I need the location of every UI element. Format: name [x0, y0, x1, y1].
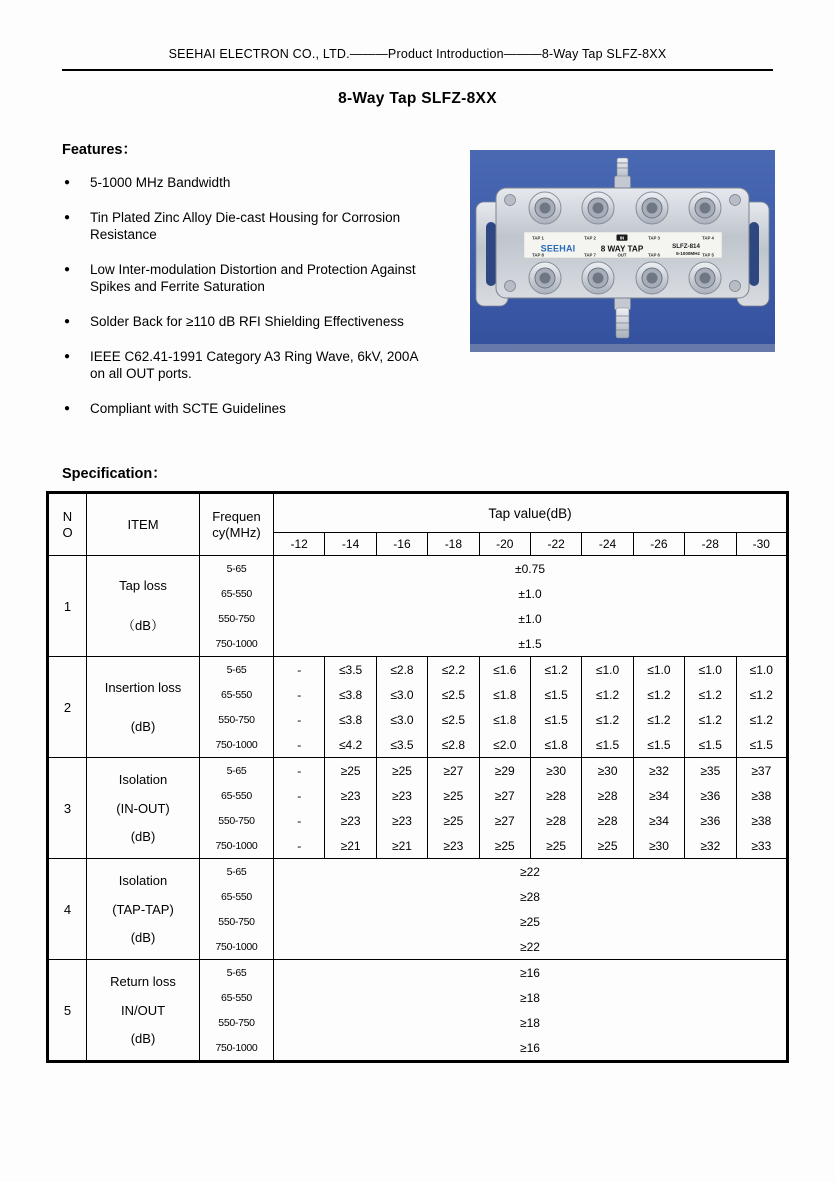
spec-value: ≥38 — [751, 813, 772, 828]
frequency-band: 5-65 — [226, 663, 247, 676]
spec-value: ≥38 — [751, 788, 772, 803]
spec-value: ≥30 — [546, 763, 567, 778]
row-values-column — [428, 758, 479, 859]
col-header-item: ITEM — [87, 493, 200, 556]
spec-value: ±0.75 — [515, 561, 545, 576]
spec-value: ≤1.5 — [749, 737, 773, 752]
item-line: （dB） — [122, 618, 164, 633]
row-values-column — [325, 758, 376, 859]
spec-row — [48, 556, 788, 657]
spec-value: ≤1.0 — [595, 662, 620, 677]
row-values-column — [685, 657, 736, 758]
feature-text — [90, 174, 230, 191]
spec-value: - — [297, 662, 302, 677]
label-strip — [524, 232, 722, 258]
row-values-column — [685, 758, 736, 859]
spec-row — [48, 960, 788, 1062]
row-values-column — [376, 657, 427, 758]
spec-value: ≤1.5 — [544, 712, 568, 727]
page-header: SEEHAI ELECTRON CO., LTD.———Product Introduction———8-Way Tap SLFZ-8XX — [168, 47, 667, 61]
col-header-no — [48, 493, 87, 556]
item-line: Return loss — [110, 973, 176, 989]
row-item — [87, 960, 200, 1062]
spec-value: ≥21 — [340, 838, 361, 853]
feature-line: Compliant with SCTE Guidelines — [90, 401, 286, 416]
tap-column-header: -12 — [274, 533, 325, 556]
bullet-icon: ● — [64, 177, 71, 188]
spec-value: ≤2.8 — [390, 662, 414, 677]
spec-value: ≥34 — [648, 788, 669, 803]
row-values-column — [582, 758, 633, 859]
spec-value: ≥25 — [494, 838, 515, 853]
label-tap8: TAP 8 — [532, 252, 544, 258]
spec-value: ≤1.2 — [544, 662, 568, 677]
spec-value: ≤1.6 — [493, 662, 517, 677]
spec-value: ≤1.0 — [749, 662, 773, 677]
label-tap1: TAP 1 — [532, 235, 544, 241]
spec-value: ≥18 — [520, 990, 540, 1005]
spec-value: ≤2.2 — [441, 662, 465, 677]
spec-value: ±1.0 — [518, 611, 542, 626]
spec-value: ≤3.8 — [338, 687, 363, 702]
row-values-column — [530, 657, 581, 758]
range-label: 5-1000MHz — [676, 251, 700, 256]
feature-item — [64, 209, 494, 243]
row-values-merged — [274, 859, 788, 960]
spec-value: ≥36 — [700, 813, 721, 828]
frequency-band: 65-550 — [221, 587, 252, 600]
spec-value: ≥28 — [520, 889, 540, 904]
spec-value: ≥16 — [520, 1040, 540, 1055]
spec-value: - — [297, 838, 302, 853]
frequency-header-line: cy(MHz) — [212, 524, 261, 540]
spec-value: ≥25 — [546, 838, 567, 853]
tap-column-header: -30 — [736, 533, 788, 556]
frequency-band: 550-750 — [218, 814, 255, 827]
frequency-header-line: Frequen — [212, 508, 261, 524]
spec-value: - — [297, 687, 302, 702]
page-title: 8-Way Tap SLFZ-8XX — [338, 90, 497, 107]
photo-table-edge — [470, 344, 775, 352]
spec-value: ≥22 — [520, 939, 540, 954]
frequency-band: 5-65 — [226, 865, 247, 878]
spec-value: ≥37 — [751, 763, 772, 778]
spec-value: ≤1.2 — [749, 687, 773, 702]
spec-value: ≤1.5 — [595, 737, 620, 752]
specification-heading: Specification： — [62, 466, 167, 482]
row-values-column — [736, 657, 788, 758]
bullet-icon: ● — [64, 264, 71, 275]
tap-column-header: -18 — [428, 533, 479, 556]
spec-value: ≥29 — [494, 763, 515, 778]
spec-value: ≤1.2 — [647, 687, 671, 702]
spec-value: ≥23 — [340, 813, 361, 828]
label-tap5: TAP 5 — [702, 252, 714, 258]
spec-value: ≥27 — [443, 763, 464, 778]
frequency-band: 65-550 — [221, 688, 252, 701]
spec-value: ≤1.0 — [698, 662, 722, 677]
bullet-icon: ● — [64, 351, 71, 362]
spec-value: ≥21 — [392, 838, 412, 853]
feature-line: 5-1000 MHz Bandwidth — [90, 175, 231, 190]
item-line: (dB) — [130, 718, 156, 734]
bullet-icon: ● — [64, 212, 71, 223]
spec-value: ≥28 — [546, 788, 567, 803]
spec-value: ≤1.2 — [595, 712, 620, 727]
row-values-column — [274, 758, 325, 859]
feature-line: Low Inter-modulation Distortion and Protection Against — [90, 262, 416, 277]
spec-value: ≤1.2 — [698, 712, 722, 727]
spec-value: ≥35 — [700, 763, 721, 778]
label-tap3: TAP 3 — [648, 235, 660, 241]
frequency-band: 550-750 — [218, 612, 255, 625]
product-name-label: 8 WAY TAP — [600, 244, 644, 254]
spec-value: ≥23 — [392, 813, 412, 828]
spec-value: ≤1.2 — [749, 712, 773, 727]
spec-value: ≥32 — [648, 763, 669, 778]
spec-value: ≥30 — [648, 838, 669, 853]
spec-value: - — [297, 712, 302, 727]
row-values-column — [274, 657, 325, 758]
item-line: Tap loss — [119, 578, 167, 593]
row-frequencies — [200, 859, 274, 960]
spec-value: ≥30 — [597, 763, 618, 778]
label-tap2: TAP 2 — [584, 235, 596, 241]
spec-value: ≥34 — [648, 813, 669, 828]
item-line: (TAP-TAP) — [112, 901, 174, 917]
row-values-column — [582, 657, 633, 758]
item-line: (dB) — [130, 829, 156, 845]
col-header-frequency — [200, 493, 274, 556]
feature-item — [64, 348, 494, 382]
spec-value: ±1.0 — [518, 586, 542, 601]
row-item — [87, 657, 200, 758]
row-item — [87, 758, 200, 859]
frequency-band: 750-1000 — [215, 940, 258, 953]
frequency-band: 550-750 — [218, 915, 255, 928]
feature-line: Solder Back for ≥110 dB RFI Shielding Effectiveness — [90, 314, 404, 329]
row-frequencies — [200, 657, 274, 758]
spec-value: ≥33 — [751, 838, 772, 853]
tap-column-header: -20 — [479, 533, 530, 556]
spec-value: ≤2.8 — [441, 737, 465, 752]
spec-value: ≥23 — [443, 838, 464, 853]
frequency-band: 5-65 — [226, 562, 247, 575]
frequency-band: 5-65 — [226, 966, 247, 979]
row-values-column — [633, 657, 684, 758]
row-item — [87, 859, 200, 960]
label-in: IN — [619, 235, 625, 241]
spec-value: - — [297, 763, 302, 778]
label-tap4: TAP 4 — [702, 235, 714, 241]
row-number: 2 — [48, 657, 87, 758]
spec-value: ≤3.0 — [390, 712, 414, 727]
row-values-column — [633, 758, 684, 859]
spec-value: ≥25 — [520, 914, 540, 929]
spec-value: ≥27 — [494, 813, 515, 828]
product-photo — [470, 150, 775, 352]
spec-value: - — [297, 788, 302, 803]
feature-line: on all OUT ports. — [90, 366, 192, 381]
brand-logo: SEEHAI — [540, 243, 576, 254]
row-values-merged — [274, 960, 788, 1062]
spec-value: ≥32 — [700, 838, 721, 853]
row-number: 4 — [48, 859, 87, 960]
item-line: IN/OUT — [120, 1002, 166, 1018]
product-photo-graphic — [470, 150, 775, 352]
in-port-connector — [615, 158, 631, 189]
spec-value: ≤2.5 — [441, 687, 465, 702]
frequency-band: 550-750 — [218, 1016, 255, 1029]
spec-value: ≤1.5 — [698, 737, 722, 752]
feature-text — [90, 313, 404, 330]
feature-text — [90, 348, 418, 382]
feature-line: IEEE C62.41-1991 Category A3 Ring Wave, 6kV, 200A — [90, 349, 419, 364]
frequency-band: 65-550 — [221, 991, 252, 1004]
spec-value: ≤3.5 — [390, 737, 414, 752]
feature-line: Spikes and Ferrite Saturation — [90, 279, 265, 294]
feature-text — [90, 261, 416, 295]
tap-column-header: -28 — [685, 533, 736, 556]
item-line: Isolation — [118, 771, 168, 787]
frequency-band: 65-550 — [221, 890, 252, 903]
spec-value: ≤1.2 — [647, 712, 671, 727]
row-values-column — [479, 758, 530, 859]
feature-item — [64, 261, 494, 295]
spec-value: ≤3.5 — [338, 662, 363, 677]
spec-value: ≥25 — [443, 813, 464, 828]
no-header-line: N — [62, 508, 73, 524]
tap-column-header: -16 — [376, 533, 427, 556]
item-line: (dB) — [130, 1031, 156, 1047]
spec-value: ≤2.0 — [493, 737, 517, 752]
feature-item — [64, 313, 494, 330]
spec-value: ≤1.0 — [647, 662, 671, 677]
feature-text — [90, 209, 400, 243]
spec-value: ≤1.5 — [544, 687, 568, 702]
spec-value: ≤1.8 — [493, 687, 517, 702]
feature-line: Tin Plated Zinc Alloy Die-cast Housing for Corrosion — [90, 210, 401, 225]
spec-value: ≥18 — [520, 1015, 540, 1030]
item-line: (IN-OUT) — [116, 800, 170, 816]
features-heading: Features： — [62, 142, 137, 158]
spec-value: ≤1.2 — [595, 687, 620, 702]
no-header-line: O — [62, 524, 73, 540]
row-number: 1 — [48, 556, 87, 657]
spec-value: - — [297, 737, 302, 752]
spec-value: ≥22 — [520, 864, 540, 879]
label-tap7: TAP 7 — [584, 252, 596, 258]
row-frequencies — [200, 556, 274, 657]
spec-value: ≥27 — [494, 788, 515, 803]
row-values-merged — [274, 556, 788, 657]
spec-row — [48, 758, 788, 859]
row-number: 5 — [48, 960, 87, 1062]
spec-value: ≥23 — [392, 788, 412, 803]
frequency-band: 65-550 — [221, 789, 252, 802]
feature-text — [90, 400, 286, 417]
tap-column-header: -24 — [582, 533, 633, 556]
item-line: Insertion loss — [104, 680, 182, 696]
bullet-icon: ● — [64, 316, 71, 327]
row-item — [87, 556, 200, 657]
row-frequencies — [200, 960, 274, 1062]
row-frequencies — [200, 758, 274, 859]
feature-item — [64, 400, 494, 417]
row-values-column — [428, 657, 479, 758]
spec-value: ≤2.5 — [441, 712, 465, 727]
spec-row — [48, 859, 788, 960]
row-values-column — [736, 758, 788, 859]
frequency-band: 550-750 — [218, 713, 255, 726]
row-values-column — [325, 657, 376, 758]
header-divider — [62, 69, 773, 71]
row-values-column — [530, 758, 581, 859]
spec-value: ≥25 — [597, 838, 618, 853]
label-tap6: TAP 6 — [648, 252, 660, 258]
frequency-band: 750-1000 — [215, 1041, 258, 1054]
frequency-band: 750-1000 — [215, 637, 258, 650]
item-line: (dB) — [130, 930, 156, 946]
col-header-tap-value: Tap value(dB) — [274, 493, 788, 533]
spec-value: ≥16 — [520, 965, 540, 980]
spec-value: ≤1.8 — [544, 737, 568, 752]
out-port-connector — [615, 296, 631, 338]
spec-value: ≥28 — [597, 788, 618, 803]
feature-item — [64, 174, 494, 191]
spec-value: ≤1.2 — [698, 687, 722, 702]
frequency-band: 750-1000 — [215, 839, 258, 852]
label-out: OUT — [617, 252, 627, 258]
spec-value: ≤1.8 — [493, 712, 517, 727]
frequency-band: 5-65 — [226, 764, 247, 777]
row-values-column — [376, 758, 427, 859]
spec-value: ≤1.5 — [647, 737, 671, 752]
bullet-icon: ● — [64, 403, 71, 414]
item-line: Isolation — [118, 872, 168, 888]
model-label: SLFZ-814 — [672, 243, 700, 250]
tap-column-header: -22 — [530, 533, 581, 556]
spec-value: ≤4.2 — [338, 737, 363, 752]
spec-value: ≥28 — [597, 813, 618, 828]
frequency-band: 750-1000 — [215, 738, 258, 751]
spec-value: ≤3.8 — [338, 712, 363, 727]
spec-value: ≥36 — [700, 788, 721, 803]
spec-value: ≥23 — [340, 788, 361, 803]
spec-value: - — [297, 813, 302, 828]
feature-line: Resistance — [90, 227, 157, 242]
spec-value: ≥25 — [443, 788, 464, 803]
spec-value: ≤3.0 — [390, 687, 414, 702]
features-list — [64, 174, 494, 435]
row-values-column — [479, 657, 530, 758]
spec-value: ≥28 — [546, 813, 567, 828]
tap-column-header: -26 — [633, 533, 684, 556]
spec-row — [48, 657, 788, 758]
spec-table — [46, 491, 789, 1063]
tap-column-header: -14 — [325, 533, 376, 556]
spec-value: ≥25 — [340, 763, 361, 778]
row-number: 3 — [48, 758, 87, 859]
spec-value: ±1.5 — [518, 636, 542, 651]
spec-value: ≥25 — [392, 763, 412, 778]
